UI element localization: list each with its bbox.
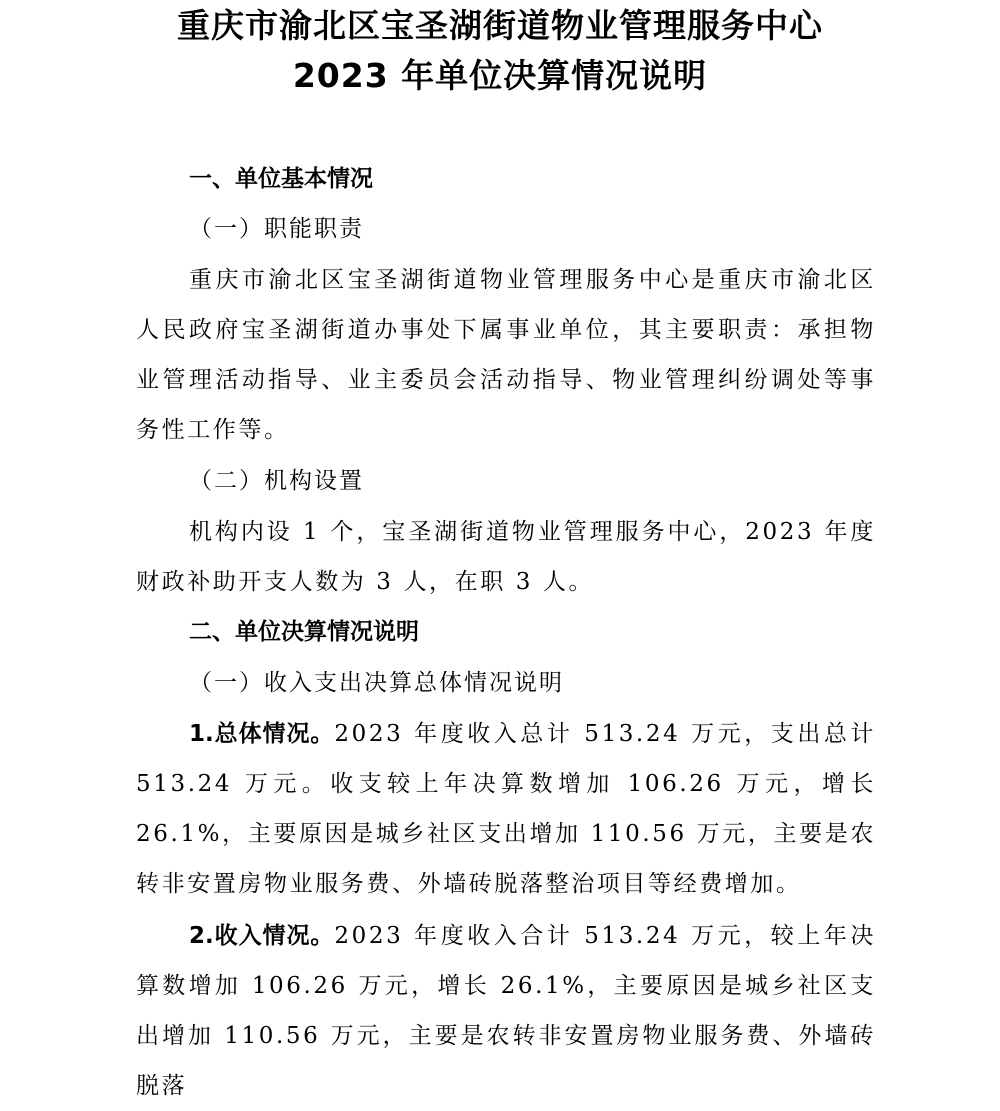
section-1-sub-2-text: 机构内设 1 个，宝圣湖街道物业管理服务中心，2023 年度财政补助开支人数为 3 人，在职 3 人。 [136,519,876,595]
overall-situation-paragraph [136,709,876,909]
overall-situation-lead: 1.总体情况。 [189,721,335,747]
income-situation-text: 2023 年度收入合计 513.24 万元，较上年决算数增加 106.26 万元，增长 26.1%，主要原因是城乡社区支出增加 110.56 万元，主要是农转非安置房物业服务费、外墙砖脱落 [136,923,876,1099]
section-1-heading: 一、单位基本情况 [189,166,373,192]
section-1-sub-1-text: 重庆市渝北区宝圣湖街道物业管理服务中心是重庆市渝北区人民政府宝圣湖街道办事处下属事业单位，其主要职责：承担物业管理活动指导、业主委员会活动指导、物业管理纠纷调处等事务性工作等。 [136,267,876,443]
overall-situation-text: 2023 年度收入总计 513.24 万元，支出总计 513.24 万元。收支较上年决算数增加 106.26 万元，增长 26.1%，主要原因是城乡社区支出增加 110.56 万元，主要是农转非安置房物业服务费、外墙砖脱落整治项目等经费增加。 [136,721,876,897]
section-1-sub-1-heading: （一）职能职责 [189,216,364,242]
income-situation-paragraph [136,911,876,1111]
document-title-line-1: 重庆市渝北区宝圣湖街道物业管理服务中心 [177,6,823,45]
section-1-sub-2-heading: （二）机构设置 [189,468,364,494]
document-title-line-2: 2023 年单位决算情况说明 [292,56,708,95]
income-situation-lead: 2.收入情况。 [189,923,335,949]
section-2-heading: 二、单位决算情况说明 [189,619,419,645]
section-2-sub-1-heading: （一）收入支出决算总体情况说明 [189,670,564,696]
